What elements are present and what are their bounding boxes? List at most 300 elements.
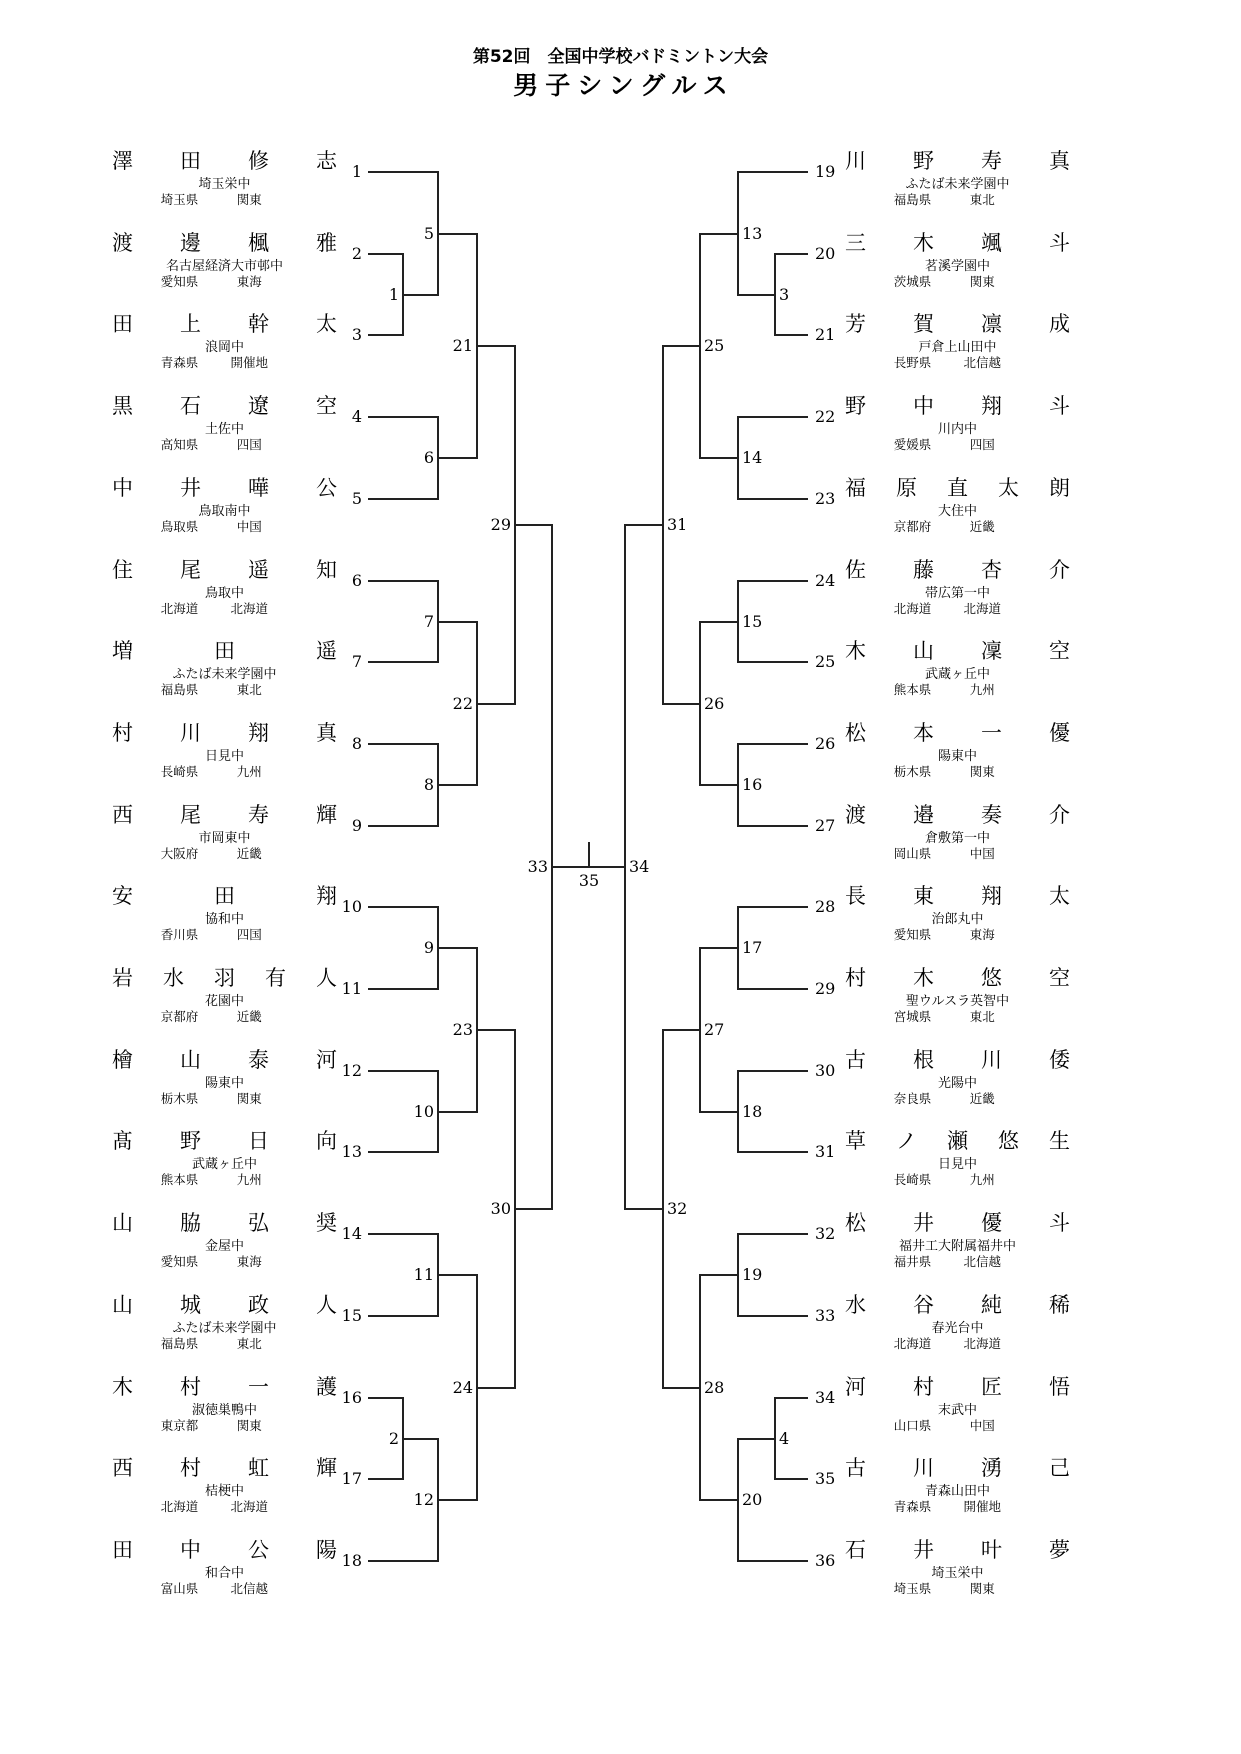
player-line bbox=[368, 171, 438, 173]
match-number: 20 bbox=[742, 1490, 763, 1509]
player-name-char: 脇 bbox=[180, 1211, 201, 1235]
player-name-char: 太 bbox=[1049, 884, 1070, 908]
player-region-row bbox=[112, 928, 337, 942]
player-name-char: 井 bbox=[913, 1211, 934, 1235]
player-name-char: 城 bbox=[180, 1293, 201, 1317]
player-region: 北海道 bbox=[230, 601, 268, 616]
semifinal-match-number: 33 bbox=[527, 857, 548, 876]
player-name-char: 直 bbox=[947, 476, 968, 500]
player-school: 日見中 bbox=[937, 1157, 977, 1172]
player-name-char: 田 bbox=[180, 149, 201, 173]
player-name-char: 河 bbox=[845, 1375, 866, 1399]
player-name-char: 村 bbox=[913, 1375, 934, 1399]
player-name-char: 朗 bbox=[1049, 476, 1070, 500]
player-prefecture: 長崎県 bbox=[893, 1172, 932, 1187]
player-name-char: 幹 bbox=[248, 312, 269, 336]
player-name-char: 古 bbox=[845, 1048, 866, 1072]
player-name-char: 弘 bbox=[248, 1211, 269, 1235]
player-name-char: 一 bbox=[248, 1375, 269, 1399]
player-region: 東北 bbox=[236, 682, 262, 697]
player-name-char: 己 bbox=[1049, 1456, 1070, 1480]
match-winner-line bbox=[403, 1438, 438, 1440]
player-seed-number: 5 bbox=[351, 489, 362, 508]
player-name bbox=[112, 394, 337, 418]
player-name-char: 田 bbox=[112, 312, 133, 336]
player-name-char: 村 bbox=[112, 721, 133, 745]
player-prefecture: 大阪府 bbox=[160, 846, 199, 861]
match-winner-line bbox=[700, 1111, 738, 1113]
player-name bbox=[112, 721, 337, 745]
player-region-row bbox=[112, 1010, 337, 1024]
player-name-char: 東 bbox=[913, 884, 934, 908]
player-line bbox=[775, 1478, 808, 1480]
player-name-char: 太 bbox=[316, 312, 337, 336]
player-prefecture: 北海道 bbox=[893, 1336, 932, 1351]
player-name bbox=[845, 803, 1070, 827]
match-number: 17 bbox=[742, 938, 763, 957]
player-name bbox=[845, 312, 1070, 336]
player-region: 北信越 bbox=[230, 1581, 268, 1596]
player-prefecture: 長野県 bbox=[893, 355, 932, 370]
player-name bbox=[112, 558, 337, 582]
player-name-char: 颯 bbox=[981, 231, 1002, 255]
player-region-row bbox=[112, 356, 337, 370]
match-number: 10 bbox=[413, 1102, 434, 1121]
player-line bbox=[368, 1151, 438, 1153]
player-line bbox=[738, 1151, 808, 1153]
player-seed-number: 33 bbox=[815, 1306, 836, 1325]
player-name-char: 奨 bbox=[316, 1211, 337, 1235]
player-name-char: 野 bbox=[180, 1129, 201, 1153]
player-name-char: 木 bbox=[913, 231, 934, 255]
player-name-char: 凜 bbox=[981, 639, 1002, 663]
match-winner-line bbox=[438, 1499, 477, 1501]
player-prefecture: 福井県 bbox=[893, 1254, 932, 1269]
player-region-row bbox=[112, 1255, 337, 1269]
player-name-char: 介 bbox=[1049, 558, 1070, 582]
player-region: 北信越 bbox=[963, 355, 1001, 370]
player-name-char: 岩 bbox=[112, 966, 133, 990]
player-region-row bbox=[845, 847, 1070, 861]
player-school: 武蔵ヶ丘中 bbox=[191, 1157, 257, 1172]
match-winner-line bbox=[700, 1274, 738, 1276]
match-number: 27 bbox=[704, 1020, 725, 1039]
match-winner-line bbox=[477, 1387, 515, 1389]
player-prefecture: 茨城県 bbox=[893, 274, 932, 289]
player-line bbox=[738, 825, 808, 827]
player-seed-number: 11 bbox=[341, 979, 362, 998]
player-name bbox=[112, 884, 337, 908]
player-school: 陽東中 bbox=[937, 749, 977, 764]
player-name-char: 中 bbox=[180, 1538, 201, 1562]
player-name-char: 川 bbox=[981, 1048, 1002, 1072]
player-region-row bbox=[845, 1500, 1070, 1514]
player-region: 四国 bbox=[236, 927, 262, 942]
player-seed-number: 30 bbox=[815, 1061, 836, 1080]
player-school: 淑徳巣鴨中 bbox=[191, 1403, 257, 1418]
player-seed-number: 8 bbox=[351, 734, 362, 753]
player-line bbox=[738, 906, 808, 908]
player-seed-number: 36 bbox=[815, 1551, 836, 1570]
player-school: 鳥取中 bbox=[204, 586, 244, 601]
player-name-char: 奏 bbox=[981, 803, 1002, 827]
player-prefecture: 愛媛県 bbox=[893, 437, 932, 452]
player-line bbox=[368, 743, 438, 745]
player-prefecture: 青森県 bbox=[893, 1499, 932, 1514]
player-school: 茗溪学園中 bbox=[924, 259, 990, 274]
match-number: 2 bbox=[388, 1429, 399, 1448]
player-name-char: 空 bbox=[1049, 966, 1070, 990]
player-prefecture: 奈良県 bbox=[893, 1091, 932, 1106]
player-name-char: 三 bbox=[845, 231, 866, 255]
player-name-char: 修 bbox=[248, 149, 269, 173]
match-number: 11 bbox=[413, 1265, 434, 1284]
player-name bbox=[845, 1048, 1070, 1072]
player-name-char: 人 bbox=[316, 966, 337, 990]
player-prefecture: 愛知県 bbox=[160, 1254, 199, 1269]
match-winner-line bbox=[700, 947, 738, 949]
player-seed-number: 9 bbox=[351, 816, 362, 835]
player-name-char: 松 bbox=[845, 721, 866, 745]
player-name-char: 水 bbox=[163, 966, 184, 990]
player-name-char: 藤 bbox=[913, 558, 934, 582]
player-name bbox=[112, 966, 337, 990]
player-prefecture: 京都府 bbox=[160, 1009, 199, 1024]
player-name-char: 人 bbox=[316, 1293, 337, 1317]
player-prefecture: 鳥取県 bbox=[160, 519, 199, 534]
player-line bbox=[368, 988, 438, 990]
player-name bbox=[112, 639, 337, 663]
player-region-row bbox=[845, 1419, 1070, 1433]
player-name-char: 凛 bbox=[981, 312, 1002, 336]
player-region-row bbox=[845, 438, 1070, 452]
player-name-char: 向 bbox=[316, 1129, 337, 1153]
player-prefecture: 京都府 bbox=[893, 519, 932, 534]
player-line bbox=[738, 743, 808, 745]
player-name-char: 公 bbox=[248, 1538, 269, 1562]
player-seed-number: 26 bbox=[815, 734, 836, 753]
player-region-row bbox=[845, 1173, 1070, 1187]
player-region-row bbox=[845, 683, 1070, 697]
player-prefecture: 青森県 bbox=[160, 355, 199, 370]
player-name bbox=[845, 1538, 1070, 1562]
player-seed-number: 19 bbox=[815, 162, 836, 181]
player-prefecture: 山口県 bbox=[893, 1418, 932, 1433]
player-region: 九州 bbox=[236, 1172, 262, 1187]
player-name bbox=[845, 1456, 1070, 1480]
player-name-char: 川 bbox=[913, 1456, 934, 1480]
player-prefecture: 北海道 bbox=[160, 1499, 199, 1514]
player-region-row bbox=[112, 1337, 337, 1351]
player-school: 浪岡中 bbox=[204, 340, 244, 355]
match-winner-line bbox=[700, 621, 738, 623]
player-region-row bbox=[845, 1337, 1070, 1351]
tournament-title: 第52回 全国中学校バドミントン大会 bbox=[472, 47, 769, 67]
match-winner-line bbox=[738, 294, 775, 296]
player-school: 聖ウルスラ英智中 bbox=[905, 994, 1010, 1009]
player-name-char: 遥 bbox=[316, 639, 337, 663]
player-region: 開催地 bbox=[963, 1499, 1001, 1514]
player-seed-number: 32 bbox=[815, 1224, 836, 1243]
match-number: 31 bbox=[667, 515, 688, 534]
match-number: 3 bbox=[779, 285, 790, 304]
player-line bbox=[738, 1233, 808, 1235]
final-match-number: 35 bbox=[578, 871, 600, 890]
match-number: 21 bbox=[452, 336, 473, 355]
player-name-char: 知 bbox=[316, 558, 337, 582]
match-winner-line bbox=[438, 1111, 477, 1113]
player-seed-number: 13 bbox=[341, 1142, 362, 1161]
player-name bbox=[112, 476, 337, 500]
player-name-char: 松 bbox=[845, 1211, 866, 1235]
player-name-char: 雅 bbox=[316, 231, 337, 255]
player-region-row bbox=[845, 1010, 1070, 1024]
player-line bbox=[368, 1233, 438, 1235]
champion-line bbox=[588, 842, 590, 868]
player-region-row bbox=[845, 193, 1070, 207]
player-name-char: 瀬 bbox=[947, 1129, 968, 1153]
match-number: 23 bbox=[452, 1020, 473, 1039]
player-name-char: 輝 bbox=[316, 803, 337, 827]
player-region: 北海道 bbox=[963, 1336, 1001, 1351]
player-name-char: 福 bbox=[845, 476, 866, 500]
player-name-char: 斗 bbox=[1049, 231, 1070, 255]
player-name bbox=[845, 558, 1070, 582]
player-name-char: 河 bbox=[316, 1048, 337, 1072]
player-school: 川内中 bbox=[937, 422, 977, 437]
player-prefecture: 福島県 bbox=[893, 192, 932, 207]
match-number: 32 bbox=[667, 1199, 688, 1218]
player-region-row bbox=[112, 1173, 337, 1187]
match-winner-line bbox=[438, 621, 477, 623]
player-school: 春光台中 bbox=[931, 1321, 984, 1336]
player-seed-number: 15 bbox=[341, 1306, 362, 1325]
player-seed-number: 31 bbox=[815, 1142, 836, 1161]
player-region-row bbox=[845, 275, 1070, 289]
match-winner-line bbox=[403, 294, 438, 296]
player-region-row bbox=[845, 928, 1070, 942]
player-name-char: 中 bbox=[913, 394, 934, 418]
player-name-char: 匠 bbox=[981, 1375, 1002, 1399]
player-prefecture: 宮城県 bbox=[893, 1009, 932, 1024]
player-region: 東北 bbox=[969, 1009, 995, 1024]
player-name-char: 賀 bbox=[913, 312, 934, 336]
player-name bbox=[112, 1293, 337, 1317]
player-region-row bbox=[845, 1092, 1070, 1106]
player-name-char: 成 bbox=[1049, 312, 1070, 336]
player-region-row bbox=[112, 193, 337, 207]
player-seed-number: 35 bbox=[815, 1469, 836, 1488]
player-school: 協和中 bbox=[204, 912, 244, 927]
player-region-row bbox=[112, 1582, 337, 1596]
player-school: 福井工大附属福井中 bbox=[898, 1239, 1016, 1254]
match-winner-line bbox=[477, 1029, 515, 1031]
player-line bbox=[775, 334, 808, 336]
player-region-row bbox=[112, 520, 337, 534]
player-name-char: 井 bbox=[913, 1538, 934, 1562]
player-seed-number: 18 bbox=[341, 1551, 362, 1570]
player-name-char: 村 bbox=[845, 966, 866, 990]
player-name-char: 増 bbox=[112, 639, 133, 663]
player-region: 東海 bbox=[969, 927, 995, 942]
player-name-char: 山 bbox=[180, 1048, 201, 1072]
player-line bbox=[368, 416, 438, 418]
match-number: 22 bbox=[452, 694, 473, 713]
player-school: 戸倉上山田中 bbox=[918, 340, 997, 355]
match-winner-line bbox=[700, 457, 738, 459]
player-line bbox=[775, 253, 808, 255]
player-line bbox=[738, 1070, 808, 1072]
player-region-row bbox=[112, 602, 337, 616]
player-name-char: 長 bbox=[845, 884, 866, 908]
player-prefecture: 熊本県 bbox=[160, 1172, 199, 1187]
player-name-char: 翔 bbox=[248, 721, 269, 745]
player-region: 九州 bbox=[969, 682, 995, 697]
player-name-char: 陽 bbox=[316, 1538, 337, 1562]
player-school: ふたば未来学園中 bbox=[172, 667, 277, 682]
semifinal-match-number: 34 bbox=[629, 857, 650, 876]
player-name-char: 斗 bbox=[1049, 1211, 1070, 1235]
player-seed-number: 25 bbox=[815, 652, 836, 671]
player-region-row bbox=[112, 438, 337, 452]
player-seed-number: 3 bbox=[351, 325, 362, 344]
player-region: 関東 bbox=[969, 764, 995, 779]
player-region: 中国 bbox=[969, 846, 995, 861]
player-region-row bbox=[112, 275, 337, 289]
match-number: 24 bbox=[452, 1378, 473, 1397]
player-region: 北信越 bbox=[963, 1254, 1001, 1269]
player-name-char: 虹 bbox=[248, 1456, 269, 1480]
player-region-row bbox=[112, 683, 337, 697]
player-region: 北海道 bbox=[963, 601, 1001, 616]
player-region: 近畿 bbox=[236, 846, 262, 861]
player-region: 関東 bbox=[969, 1581, 995, 1596]
player-name-char: 邊 bbox=[180, 231, 201, 255]
player-name-char: 志 bbox=[316, 149, 337, 173]
player-region: 関東 bbox=[236, 192, 262, 207]
match-number: 14 bbox=[742, 448, 763, 467]
player-prefecture: 北海道 bbox=[160, 601, 199, 616]
player-seed-number: 6 bbox=[351, 571, 362, 590]
player-school: 末武中 bbox=[937, 1403, 977, 1418]
player-region: 九州 bbox=[236, 764, 262, 779]
match-winner-line bbox=[438, 784, 477, 786]
player-line bbox=[738, 580, 808, 582]
player-name-char: 遥 bbox=[248, 558, 269, 582]
player-line bbox=[368, 498, 438, 500]
player-region: 東海 bbox=[236, 274, 262, 289]
player-prefecture: 愛知県 bbox=[160, 274, 199, 289]
player-line bbox=[368, 1070, 438, 1072]
match-winner-line bbox=[625, 524, 663, 526]
match-winner-line bbox=[438, 1274, 477, 1276]
player-name bbox=[845, 1293, 1070, 1317]
player-name bbox=[845, 1375, 1070, 1399]
match-number: 4 bbox=[779, 1429, 790, 1448]
player-school: 埼玉栄中 bbox=[198, 177, 251, 192]
player-name-char: 黒 bbox=[112, 394, 133, 418]
player-region: 四国 bbox=[969, 437, 995, 452]
player-prefecture: 熊本県 bbox=[893, 682, 932, 697]
player-name-char: 西 bbox=[112, 803, 133, 827]
player-name-char: 泰 bbox=[248, 1048, 269, 1072]
player-name-char: 稀 bbox=[1049, 1293, 1070, 1317]
player-name-char: 倭 bbox=[1049, 1048, 1070, 1072]
player-school: 桔梗中 bbox=[204, 1484, 244, 1499]
player-prefecture: 愛知県 bbox=[893, 927, 932, 942]
player-name-char: 原 bbox=[896, 476, 917, 500]
match-number: 1 bbox=[388, 285, 399, 304]
player-school: 帯広第一中 bbox=[924, 586, 990, 601]
player-name-char: 悟 bbox=[1049, 1375, 1070, 1399]
player-name bbox=[112, 1211, 337, 1235]
player-region-row bbox=[845, 765, 1070, 779]
player-seed-number: 24 bbox=[815, 571, 836, 590]
player-name bbox=[845, 1211, 1070, 1235]
player-name-char: 一 bbox=[981, 721, 1002, 745]
player-name-char: 真 bbox=[1049, 149, 1070, 173]
player-name-char: 翔 bbox=[981, 884, 1002, 908]
player-school: 市岡東中 bbox=[198, 831, 251, 846]
player-region: 近畿 bbox=[236, 1009, 262, 1024]
player-line bbox=[775, 1397, 808, 1399]
player-name-char: 空 bbox=[1049, 639, 1070, 663]
player-prefecture: 福島県 bbox=[160, 1336, 199, 1351]
player-name-char: 嘩 bbox=[248, 476, 269, 500]
player-prefecture: 富山県 bbox=[160, 1581, 199, 1596]
player-school: ふたば未来学園中 bbox=[172, 1321, 277, 1336]
player-line bbox=[368, 1478, 403, 1480]
player-region-row bbox=[845, 602, 1070, 616]
player-name-char: 夢 bbox=[1049, 1538, 1070, 1562]
player-prefecture: 埼玉県 bbox=[160, 192, 199, 207]
player-name-char: 公 bbox=[316, 476, 337, 500]
player-name-char: 檜 bbox=[112, 1048, 133, 1072]
player-name bbox=[845, 394, 1070, 418]
player-prefecture: 北海道 bbox=[893, 601, 932, 616]
player-name-char: 西 bbox=[112, 1456, 133, 1480]
player-prefecture: 高知県 bbox=[160, 437, 199, 452]
match-number: 5 bbox=[423, 224, 434, 243]
match-winner-line bbox=[477, 345, 515, 347]
player-region: 関東 bbox=[236, 1091, 262, 1106]
player-name-char: 根 bbox=[913, 1048, 934, 1072]
player-name-char: 湧 bbox=[981, 1456, 1002, 1480]
match-winner-line bbox=[438, 233, 477, 235]
player-name-char: 田 bbox=[214, 639, 235, 663]
player-name-char: 尾 bbox=[180, 803, 201, 827]
player-region: 開催地 bbox=[230, 355, 268, 370]
player-seed-number: 2 bbox=[351, 244, 362, 263]
player-name-char: 悠 bbox=[981, 966, 1002, 990]
player-name-char: 悠 bbox=[998, 1129, 1019, 1153]
player-name-char: 野 bbox=[913, 149, 934, 173]
match-winner-line bbox=[663, 1029, 700, 1031]
player-school: 武蔵ヶ丘中 bbox=[924, 667, 990, 682]
player-name bbox=[845, 1129, 1070, 1153]
match-winner-line bbox=[515, 524, 552, 526]
player-name-char: 遼 bbox=[248, 394, 269, 418]
match-winner-line bbox=[438, 947, 477, 949]
player-name-char: 田 bbox=[112, 1538, 133, 1562]
match-winner-line bbox=[477, 703, 515, 705]
player-name-char: 尾 bbox=[180, 558, 201, 582]
match-number: 28 bbox=[704, 1378, 725, 1397]
player-school: 鳥取南中 bbox=[198, 504, 251, 519]
player-region-row bbox=[845, 356, 1070, 370]
player-name bbox=[845, 721, 1070, 745]
player-name-char: 草 bbox=[845, 1129, 866, 1153]
